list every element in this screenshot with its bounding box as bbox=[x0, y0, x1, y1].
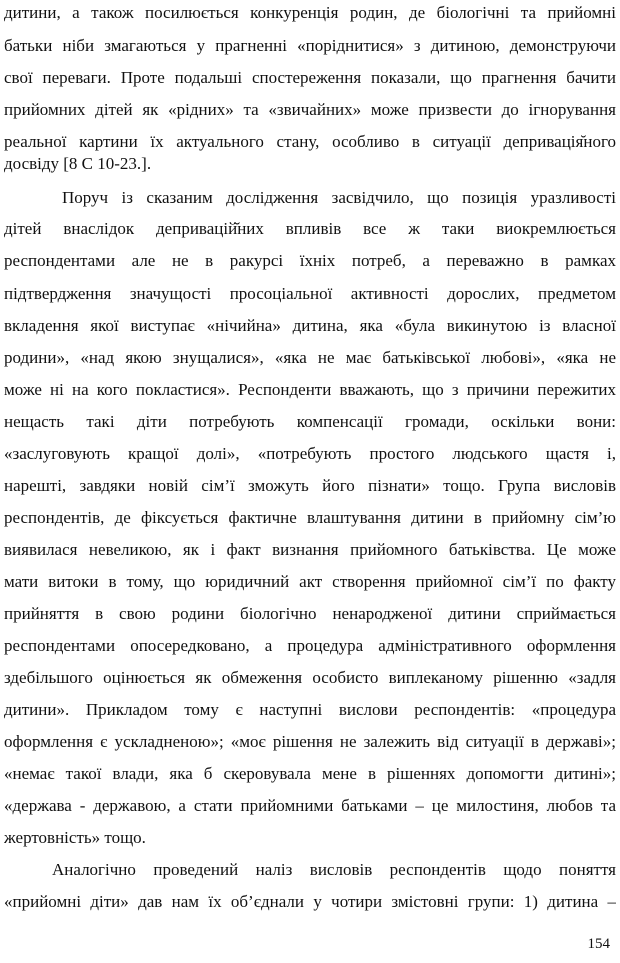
text-line: Поруч із сказаним дослідження засвідчило, що позиція уразливості bbox=[62, 188, 616, 207]
text-line: дитини». Прикладом тому є наступні вислови респондентів: «процедура bbox=[4, 700, 616, 719]
page-number: 154 bbox=[587, 936, 610, 952]
text-line: оформлення є ускладненою»; «моє рішення не залежить від ситуації в державі»; bbox=[4, 732, 616, 751]
text-line: здебільшого оцінюється як обмеження особисто виплеканому рішенню «задля bbox=[4, 668, 616, 687]
text-line: нарешті, завдяки новій сім’ї зможуть його пізнати» тощо. Група висловів bbox=[4, 476, 616, 495]
text-line: дітей внаслідок депривацій̆них впливів все ж таки виокремлюється bbox=[4, 219, 616, 238]
text-line: респондентів, де фіксується фактичне влаштування дитини в прийомну сім’ю bbox=[4, 508, 616, 527]
text-line: прийняття в свою родини біологічно ненародженої дитини сприймається bbox=[4, 604, 616, 623]
text-line: прийомних дітей як «рідних» та «звичайних» може призвести до ігнорування bbox=[4, 100, 616, 119]
text-line: мати витоки в тому, що юридичний акт створення прийомної сім’ї по факту bbox=[4, 572, 616, 591]
text-line: нещасть такі діти потребують компенсації громади, оскільки вони: bbox=[4, 412, 616, 431]
text-line: вкладення якої виступає «нічийна» дитина, яка «була викинутою із власної bbox=[4, 316, 616, 335]
text-line: реальної картини їх актуального стану, особливо в ситуації депривація̆ного bbox=[4, 132, 616, 151]
text-line: «заслуговують кращої долі», «потребують простого людського щастя і, bbox=[4, 444, 616, 463]
text-line: підтвердження значущості просоціальної активності дорослих, предметом bbox=[4, 284, 616, 303]
text-line: дитини, а також посилюється конкуренція родин, де біологічні та прийомні bbox=[4, 3, 616, 22]
text-line: виявилася невеликою, як і факт визнання прийомного батьківства. Це може bbox=[4, 540, 616, 559]
text-line: досвіду [8 С 10-23.]. bbox=[4, 154, 152, 173]
text-line: свої переваги. Проте подальші спостереження показали, що прагнення бачити bbox=[4, 68, 616, 87]
text-line: батьки ніби змагаються у прагненні «поріднитися» з дитиною, демонструючи bbox=[4, 36, 616, 55]
text-line: родини», «над якою знущалися», «яка не має батьківської любові», «яка не bbox=[4, 348, 616, 367]
text-line: жертовність» тощо. bbox=[4, 828, 146, 847]
text-line: «держава - державою, а стати прийомними батьками – це милостиня, любов та bbox=[4, 796, 616, 815]
text-line: «немає такої влади, яка б скеровувала мене в рішеннях допомогти дитині»; bbox=[4, 764, 616, 783]
text-line: респондентами опосередковано, а процедура адміністративного оформлення bbox=[4, 636, 616, 655]
text-line: може ні на кого покластися». Респонденти вважають, що з причини пережитих bbox=[4, 380, 616, 399]
text-line: «прийомні діти» дав нам їх об’єднали у чотири змістовні групи: 1) дитина – bbox=[4, 892, 616, 911]
text-line: Аналогічно проведений наліз висловів респондентів щодо поняття bbox=[52, 860, 616, 879]
text-line: респондентами але не в ракурсі їхніх потреб, а переважно в рамках bbox=[4, 251, 616, 270]
